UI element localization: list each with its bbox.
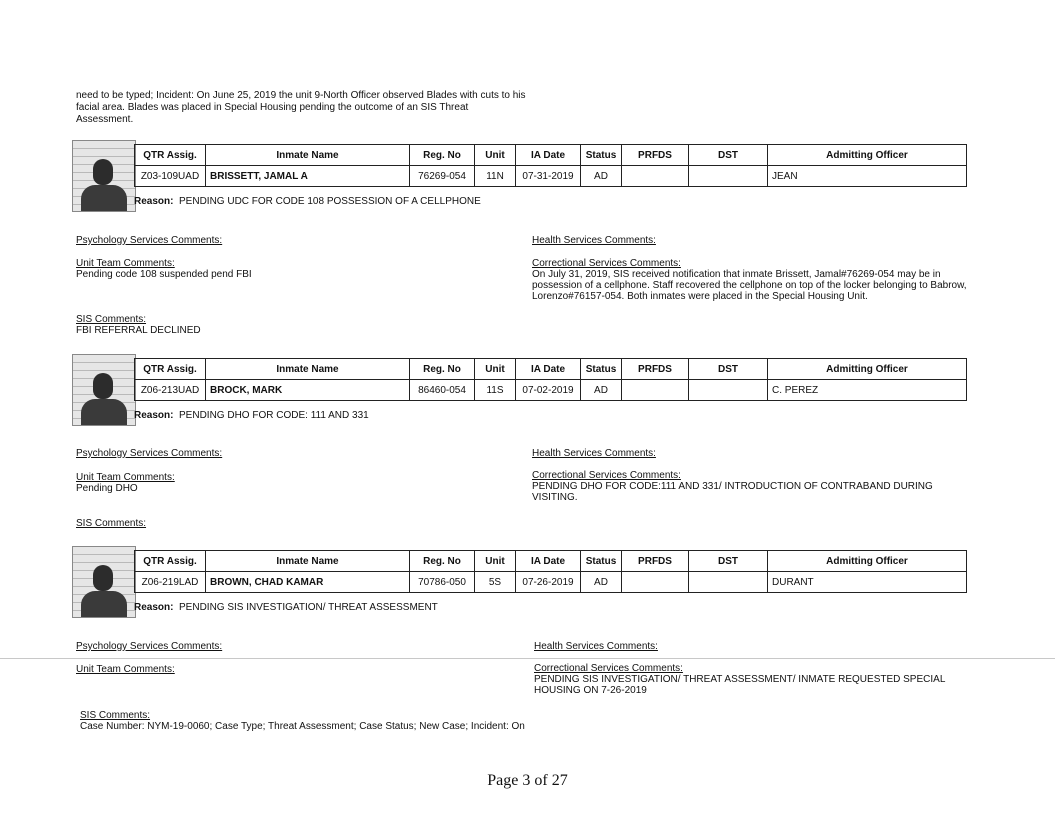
inmate-name: BRISSETT, JAMAL A <box>206 166 410 187</box>
table-row <box>135 166 967 187</box>
reason-label: Reason: <box>134 196 174 207</box>
inmate-name: BROWN, CHAD KAMAR <box>206 572 410 593</box>
header-unit: Unit <box>475 359 516 380</box>
table-header-row <box>135 551 967 572</box>
ia-date-value: 07-26-2019 <box>516 572 581 593</box>
correctional-line: On July 31, 2019, SIS received notification that inmate Brissett, Jamal#76269-054 may be in <box>532 269 941 280</box>
intro-line: need to be typed; Incident: On June 25, 2019 the unit 9-North Officer observed Blades with cuts to his <box>76 90 526 101</box>
prfds-value <box>622 572 689 593</box>
header-officer: Admitting Officer <box>768 359 967 380</box>
reason-text: PENDING UDC FOR CODE 108 POSSESSION OF A CELLPHONE <box>179 196 481 207</box>
reg-value: 70786-050 <box>410 572 475 593</box>
prfds-value <box>622 166 689 187</box>
header-prfds: PRFDS <box>622 359 689 380</box>
header-ia-date: IA Date <box>516 145 581 166</box>
qtr-value: Z06-213UAD <box>135 380 206 401</box>
header-ia-date: IA Date <box>516 551 581 572</box>
correctional-line: PENDING SIS INVESTIGATION/ THREAT ASSESSMENT/ INMATE REQUESTED SPECIAL <box>534 674 946 685</box>
inmate-photo <box>72 546 136 618</box>
unit-team-heading: Unit Team Comments: <box>76 258 175 269</box>
inmate-table <box>134 358 967 401</box>
correctional-heading: Correctional Services Comments: <box>534 663 683 674</box>
intro-line: facial area. Blades was placed in Special Housing pending the outcome of an SIS Threat <box>76 102 469 113</box>
header-qtr: QTR Assig. <box>135 359 206 380</box>
dst-value <box>689 380 768 401</box>
header-reg: Reg. No <box>410 145 475 166</box>
inmate-photo <box>72 140 136 212</box>
unit-team-text: Pending code 108 suspended pend FBI <box>76 269 252 280</box>
header-qtr: QTR Assig. <box>135 551 206 572</box>
status-value: AD <box>581 572 622 593</box>
ia-date-value: 07-31-2019 <box>516 166 581 187</box>
header-unit: Unit <box>475 145 516 166</box>
unit-team-heading: Unit Team Comments: <box>76 472 175 483</box>
psych-heading: Psychology Services Comments: <box>76 448 223 459</box>
reg-value: 76269-054 <box>410 166 475 187</box>
qtr-value: Z06-219LAD <box>135 572 206 593</box>
sis-text: Case Number: NYM-19-0060; Case Type; Threat Assessment; Case Status; New Case; Incident: On <box>80 721 525 732</box>
sis-text: FBI REFERRAL DECLINED <box>76 325 201 336</box>
correctional-line: VISITING. <box>532 492 578 503</box>
health-heading: Health Services Comments: <box>532 448 656 459</box>
scan-divider <box>0 658 1055 659</box>
correctional-line: Lorenzo#76157-054. Both inmates were placed in the Special Housing Unit. <box>532 291 868 302</box>
header-prfds: PRFDS <box>622 551 689 572</box>
header-qtr: QTR Assig. <box>135 145 206 166</box>
sis-heading: SIS Comments: <box>76 314 147 325</box>
header-dst: DST <box>689 359 768 380</box>
table-header-row <box>135 145 967 166</box>
intro-line: Assessment. <box>76 114 134 125</box>
unit-value: 11S <box>475 380 516 401</box>
correctional-heading: Correctional Services Comments: <box>532 258 681 269</box>
correctional-text <box>532 269 972 302</box>
table-header-row <box>135 359 967 380</box>
correctional-text <box>534 674 974 696</box>
unit-value: 5S <box>475 572 516 593</box>
header-name: Inmate Name <box>206 359 410 380</box>
officer-value: C. PEREZ <box>768 380 967 401</box>
inmate-record-3 <box>72 546 980 616</box>
header-prfds: PRFDS <box>622 145 689 166</box>
page-number: Page 3 of 27 <box>487 772 568 789</box>
sis-heading: SIS Comments: <box>76 518 147 529</box>
health-heading: Health Services Comments: <box>534 641 658 652</box>
reg-value: 86460-054 <box>410 380 475 401</box>
dst-value <box>689 166 768 187</box>
correctional-text <box>532 481 972 503</box>
table-row <box>135 380 967 401</box>
header-status: Status <box>581 145 622 166</box>
header-reg: Reg. No <box>410 551 475 572</box>
header-status: Status <box>581 551 622 572</box>
status-value: AD <box>581 380 622 401</box>
unit-value: 11N <box>475 166 516 187</box>
header-officer: Admitting Officer <box>768 551 967 572</box>
correctional-line: possession of a cellphone. Staff recovered the cellphone on top of the locker belonging to Babrow, <box>532 280 967 291</box>
header-unit: Unit <box>475 551 516 572</box>
inmate-name: BROCK, MARK <box>206 380 410 401</box>
inmate-photo <box>72 354 136 426</box>
reason-text: PENDING DHO FOR CODE: 111 AND 331 <box>179 410 369 421</box>
header-reg: Reg. No <box>410 359 475 380</box>
header-status: Status <box>581 359 622 380</box>
reason-label: Reason: <box>134 602 174 613</box>
sis-heading: SIS Comments: <box>80 710 151 721</box>
correctional-line: PENDING DHO FOR CODE:111 AND 331/ INTRODUCTION OF CONTRABAND DURING <box>532 481 933 492</box>
psych-heading: Psychology Services Comments: <box>76 235 223 246</box>
reason-line <box>134 602 438 613</box>
header-name: Inmate Name <box>206 551 410 572</box>
correctional-line: HOUSING ON 7-26-2019 <box>534 685 647 696</box>
reason-line <box>134 410 369 421</box>
inmate-record-2 <box>72 354 980 424</box>
inmate-table <box>134 144 967 187</box>
header-dst: DST <box>689 145 768 166</box>
header-dst: DST <box>689 551 768 572</box>
status-value: AD <box>581 166 622 187</box>
psych-heading: Psychology Services Comments: <box>76 641 223 652</box>
prfds-value <box>622 380 689 401</box>
reason-text: PENDING SIS INVESTIGATION/ THREAT ASSESSMENT <box>179 602 438 613</box>
reason-line <box>134 196 481 207</box>
reason-label: Reason: <box>134 410 174 421</box>
dst-value <box>689 572 768 593</box>
header-name: Inmate Name <box>206 145 410 166</box>
unit-team-heading: Unit Team Comments: <box>76 664 175 675</box>
qtr-value: Z03-109UAD <box>135 166 206 187</box>
inmate-table <box>134 550 967 593</box>
correctional-heading: Correctional Services Comments: <box>532 470 681 481</box>
health-heading: Health Services Comments: <box>532 235 656 246</box>
header-officer: Admitting Officer <box>768 145 967 166</box>
ia-date-value: 07-02-2019 <box>516 380 581 401</box>
header-ia-date: IA Date <box>516 359 581 380</box>
inmate-record-1 <box>72 140 980 210</box>
unit-team-text: Pending DHO <box>76 483 138 494</box>
table-row <box>135 572 967 593</box>
intro-paragraph <box>76 90 526 126</box>
officer-value: JEAN <box>768 166 967 187</box>
officer-value: DURANT <box>768 572 967 593</box>
